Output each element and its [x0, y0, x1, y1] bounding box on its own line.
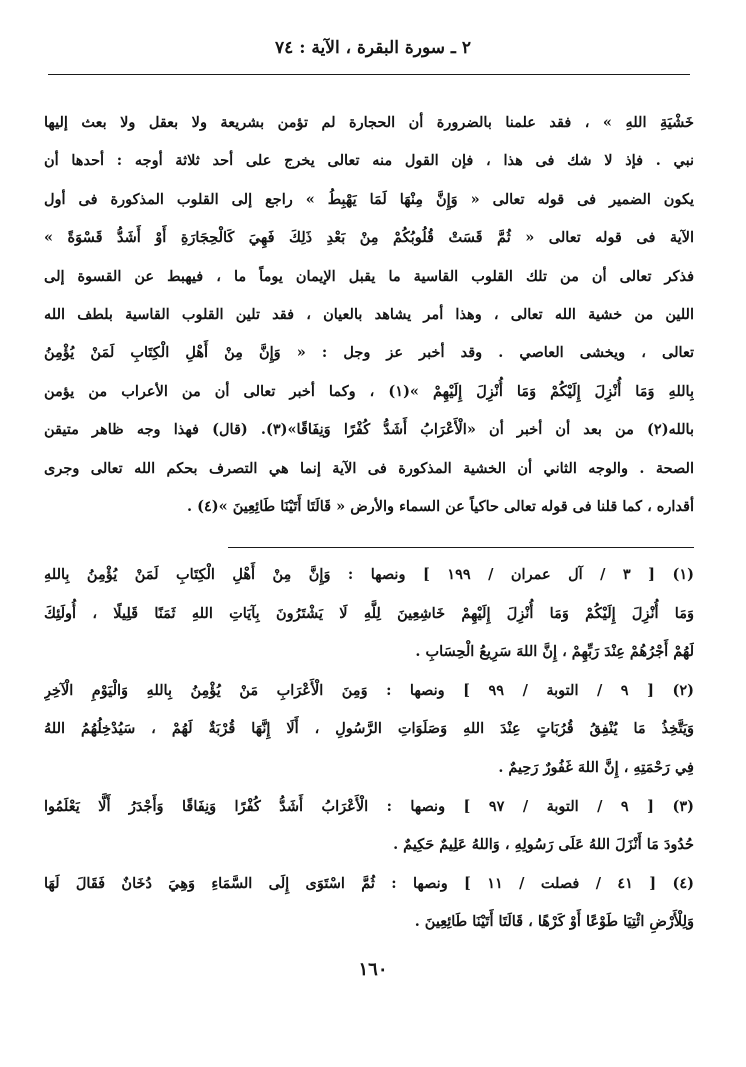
- text-line: تعالى ، ويخشى العاصي . وقد أخبر عز وجل : « وَإِنَّ مِنْ أَهْلِ الْكِتَابِ لَمَنْ يُؤْمِنُ: [44, 344, 694, 362]
- footnote-line: فِي رَحْمَتِهِ ، إِنَّ اللهَ غَفُورٌ رَحِيمٌ .: [498, 758, 694, 776]
- footnote-line: وَيَتَّخِذُ مَا يُنْفِقُ قُرُبَاتٍ عِنْدَ اللهِ وَصَلَوَاتِ الرَّسُولِ ، أَلَا إِنَّهَا قُرْبَةٌ لَهُمْ ، سَيُدْخِلُهُمُ اللهُ: [44, 720, 694, 738]
- text-line: اللين من خشية الله تعالى ، وهذا أمر يشاهد بالعيان ، فقد تلين القلوب القاسية بلطف الله: [44, 305, 694, 323]
- footnote-line: (١) [ ٣ / آل عمران / ١٩٩ ] ونصها : وَإِنَّ مِنْ أَهْلِ الْكِتَابِ لَمَنْ يُؤْمِنُ بِاللهِ: [44, 566, 694, 583]
- footnote-line: لَهُمْ أَجْرُهُمْ عِنْدَ رَبِّهِمْ ، إِنَّ اللهَ سَرِيعُ الْحِسَابِ .: [415, 643, 694, 661]
- footnote-line: وَلِلْأَرْضِ ائْتِيَا طَوْعًا أَوْ كَرْهًا ، قَالَتَا أَتَيْنَا طَائِعِينَ .: [414, 913, 694, 931]
- footnote-divider: [228, 547, 694, 548]
- running-header: ٢ ـ سورة البقرة ، الآية : ٧٤: [275, 38, 471, 58]
- header-divider: [48, 74, 690, 75]
- text-line: فذكر تعالى أن من تلك القلوب القاسية ما يقبل الإيمان يوماً ما ، فيهبط عن القسوة إلى: [44, 267, 694, 285]
- text-line: نبي . فإذ لا شك فى هذا ، فإن القول منه تعالى يخرج على أحد ثلاثة أوجه : أحدها أن: [44, 152, 694, 170]
- main-text: [44, 104, 694, 526]
- footnote-line: (٤) [ ٤١ / فصلت / ١١ ] ونصها : ثُمَّ اسْتَوَى إِلَى السَّمَاءِ وَهِيَ دُخَانٌ فَقَالَ لَهَا: [44, 874, 694, 892]
- text-line: أقداره ، كما قلنا فى قوله تعالى حاكياً عن السماء والأرض « قَالَتَا أَتَيْنَا طَائِعِينَ »(٤) .: [187, 497, 694, 515]
- text-line: الصحة . والوجه الثاني أن الخشية المذكورة فى الآية إنما هي التصرف بحكم الله تعالى وجرى: [44, 459, 694, 477]
- text-line: بالله(٢) من بعد أن أخبر أن «الْأَعْرَابُ أَشَدُّ كُفْرًا وَنِفَاقًا»(٣). (قال) فهذا وجه ظاهر متيقن: [44, 421, 694, 439]
- footnote-line: (٣) [ ٩ / التوبة / ٩٧ ] ونصها : الْأَعْرَابُ أَشَدُّ كُفْرًا وَنِفَاقًا وَأَجْدَرُ أَلَّا يَعْلَمُوا: [44, 797, 694, 815]
- footnote-line: حُدُودَ مَا أَنْزَلَ اللهُ عَلَى رَسُولِهِ ، وَاللهُ عَلِيمٌ حَكِيمٌ .: [393, 836, 694, 854]
- footnotes: [44, 556, 694, 942]
- text-line: خَشْيَةِ اللهِ » ، فقد علمنا بالضرورة أن الحجارة لم تؤمن بشريعة ولا بعقل ولا بعث إليها: [44, 114, 694, 131]
- text-line: الآية فى قوله تعالى « ثُمَّ قَسَتْ قُلُوبُكُمْ مِنْ بَعْدِ ذَلِكَ فَهِيَ كَالْحِجَارَةِ أَوْ أَشَدُّ قَسْوَةً »: [44, 229, 694, 247]
- footnote-line: وَمَا أُنْزِلَ إِلَيْكُمْ وَمَا أُنْزِلَ إِلَيْهِمْ خَاشِعِينَ لِلَّهِ لَا يَشْتَرُونَ بِآيَاتِ اللهِ ثَمَنًا قَلِيلًا ، أُولَئِكَ: [44, 604, 694, 622]
- text-line: يكون الضمير فى قوله تعالى « وَإِنَّ مِنْهَا لَمَا يَهْبِطُ » راجع إلى القلوب المذكورة فى أول: [44, 190, 694, 208]
- text-line: بِاللهِ وَمَا أُنْزِلَ إِلَيْكُمْ وَمَا أُنْزِلَ إِلَيْهِمْ »(١) ، وكما أخبر تعالى أن من الأعراب من يؤمن: [44, 382, 694, 400]
- footnote-line: (٢) [ ٩ / التوبة / ٩٩ ] ونصها : وَمِنَ الْأَعْرَابِ مَنْ يُؤْمِنُ بِاللهِ وَالْيَوْمِ الْآخِرِ: [44, 681, 694, 699]
- page-number: ١٦٠: [358, 959, 388, 980]
